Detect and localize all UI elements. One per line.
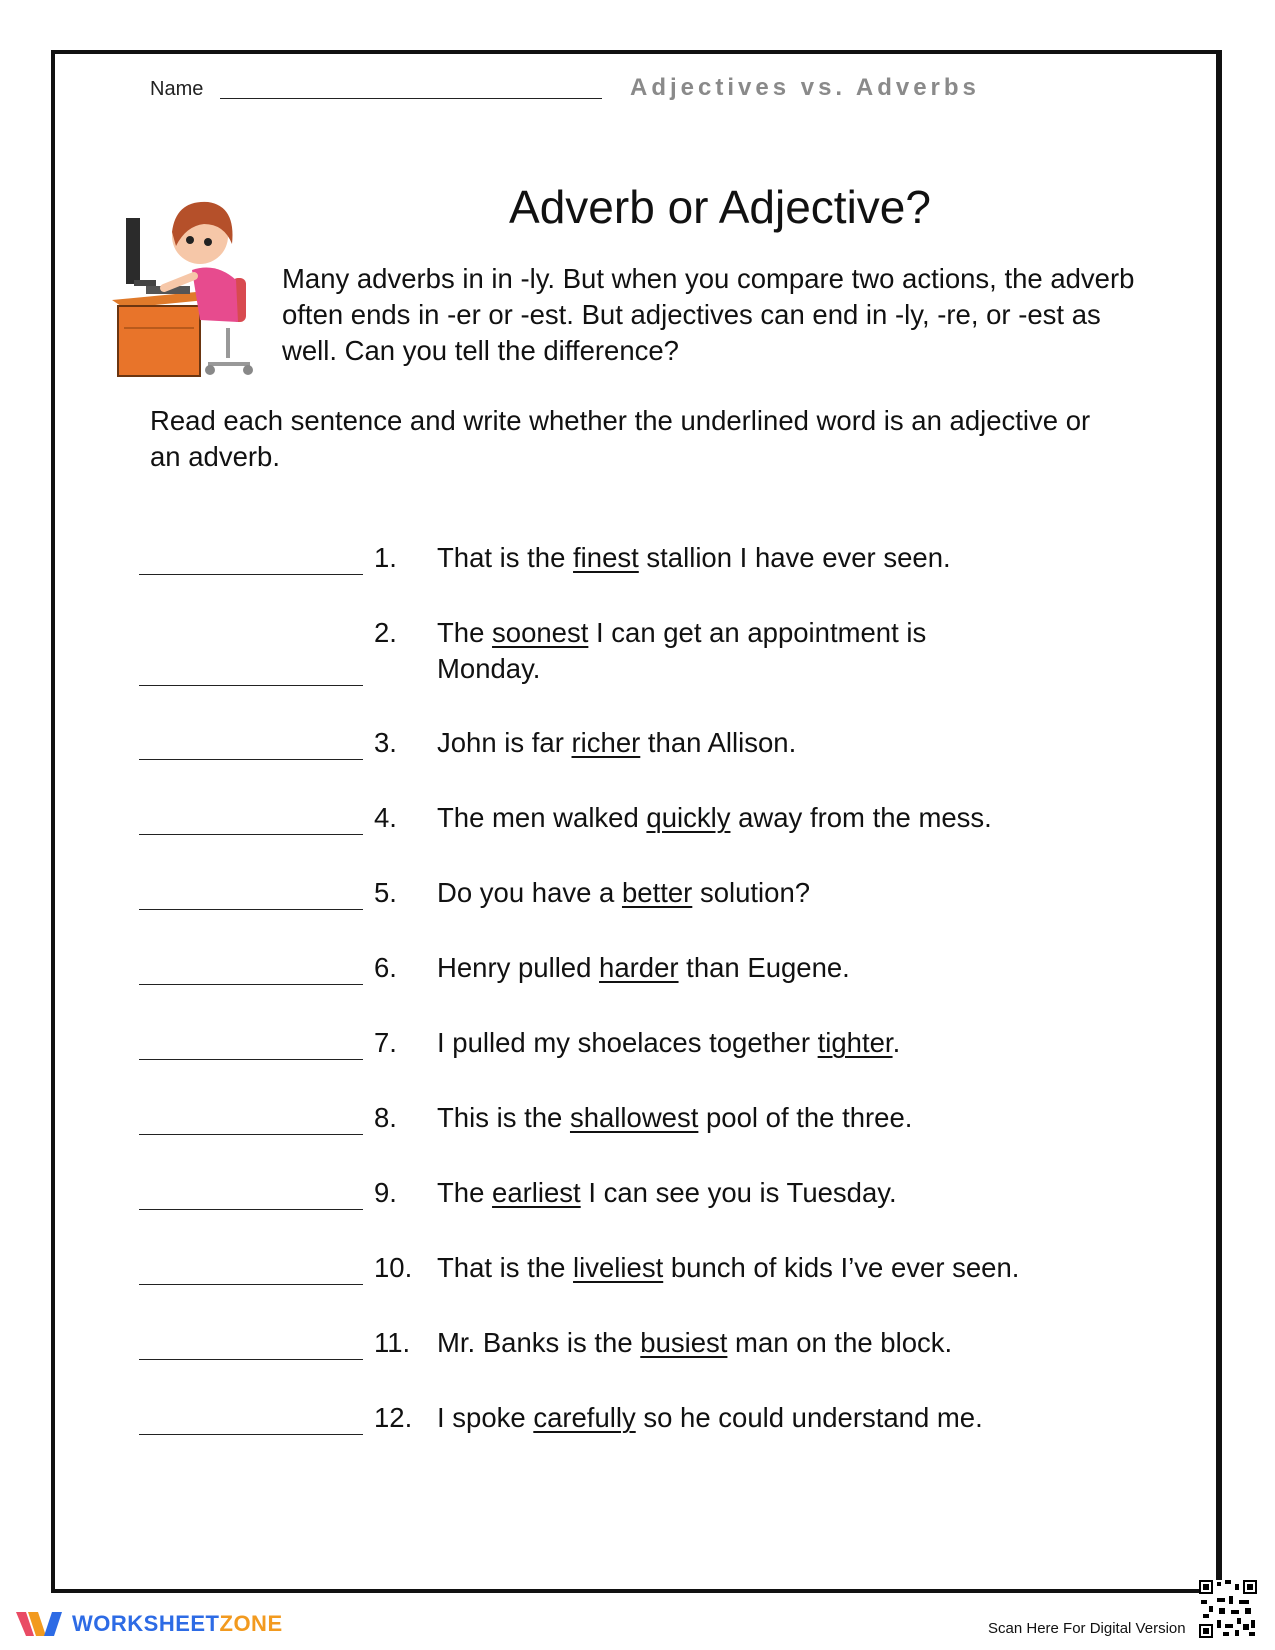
answer-line[interactable] [139, 1434, 363, 1435]
underlined-word: soonest [492, 617, 589, 648]
question-row [0, 1100, 1275, 1180]
underlined-word: earliest [492, 1177, 581, 1208]
question-row [0, 1025, 1275, 1105]
question-text: I pulled my shoelaces together tighter. [437, 1027, 901, 1058]
answer-line[interactable] [139, 685, 363, 686]
underlined-word: tighter [817, 1027, 893, 1058]
answer-line[interactable] [139, 1284, 363, 1285]
underlined-word: carefully [533, 1402, 636, 1433]
instructions-paragraph: Read each sentence and write whether the underlined word is an adjective or an adverb. [150, 405, 1091, 472]
question-text: Mr. Banks is the busiest man on the block. [437, 1327, 953, 1358]
question-row [0, 540, 1275, 620]
question-row [0, 875, 1275, 955]
answer-line[interactable] [139, 1209, 363, 1210]
question-row [0, 1175, 1275, 1255]
underlined-word: shallowest [569, 1102, 699, 1133]
question-number: 1. [374, 542, 397, 573]
question-number: 5. [374, 877, 397, 908]
question-number: 11. [374, 1327, 411, 1358]
question-text: This is the shallowest pool of the three. [437, 1102, 913, 1133]
scan-label: Scan Here For Digital Version [988, 1620, 1186, 1637]
answer-line[interactable] [139, 1059, 363, 1060]
name-label: Name [150, 78, 204, 100]
question-row [0, 1250, 1275, 1330]
student-at-computer-illustration [104, 188, 260, 386]
answer-line[interactable] [139, 984, 363, 985]
underlined-word: richer [571, 727, 641, 758]
question-text: The men walked quickly away from the mess. [437, 802, 992, 833]
question-number: 10. [374, 1252, 413, 1283]
answer-line[interactable] [139, 909, 363, 910]
question-text: I spoke carefully so he could understand me. [437, 1402, 983, 1433]
question-text: That is the liveliest bunch of kids I’ve ever seen. [437, 1252, 1020, 1283]
question-number: 6. [374, 952, 397, 983]
answer-line[interactable] [139, 1134, 363, 1135]
underlined-word: quickly [646, 802, 731, 833]
worksheetzone-logo-text: WORKSHEETZONE [72, 1611, 283, 1636]
name-field-line[interactable] [220, 98, 602, 99]
intro-paragraph: Many adverbs in in -ly. But when you compare two actions, the adverb often ends in -er or -est. But adjectives can end in -ly, -re, or -est as well. Can you tell the difference? [282, 263, 1135, 366]
underlined-word: harder [599, 952, 679, 983]
question-row [0, 800, 1275, 880]
underlined-word: busiest [640, 1327, 728, 1358]
answer-line[interactable] [139, 1359, 363, 1360]
answer-line[interactable] [139, 834, 363, 835]
question-number: 9. [374, 1177, 397, 1208]
question-number: 4. [374, 802, 397, 833]
question-text: That is the finest stallion I have ever seen. [437, 542, 951, 573]
question-row [0, 1400, 1275, 1480]
question-text: The earliest I can see you is Tuesday. [437, 1177, 897, 1208]
underlined-word: better [621, 877, 693, 908]
question-row [0, 950, 1275, 1030]
question-text: Do you have a better solution? [437, 877, 811, 908]
question-row [0, 725, 1275, 805]
underlined-word: finest [573, 542, 639, 573]
worksheetzone-logo-icon [14, 1608, 66, 1642]
question-text: The soonest I can get an appointment is Monday. [437, 617, 927, 684]
question-number: 12. [374, 1402, 413, 1433]
worksheet-header-title: Adjectives vs. Adverbs [630, 74, 980, 101]
question-row [0, 615, 1275, 695]
question-number: 3. [374, 727, 397, 758]
page-title: Adverb or Adjective? [509, 181, 931, 233]
question-number: 2. [374, 617, 397, 648]
question-number: 7. [374, 1027, 397, 1058]
question-text: Henry pulled harder than Eugene. [437, 952, 850, 983]
question-number: 8. [374, 1102, 397, 1133]
question-text: John is far richer than Allison. [437, 727, 797, 758]
qr-code-icon[interactable] [1199, 1580, 1257, 1638]
answer-line[interactable] [139, 759, 363, 760]
underlined-word: liveliest [573, 1252, 664, 1283]
answer-line[interactable] [139, 574, 363, 575]
question-row [0, 1325, 1275, 1405]
